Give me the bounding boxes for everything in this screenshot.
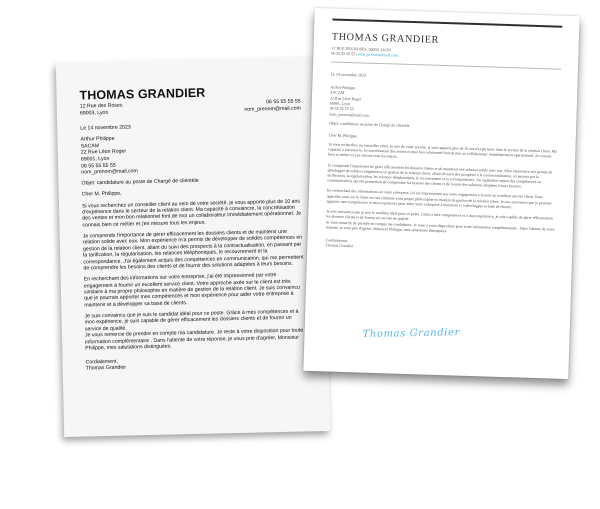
- letter-paragraph: Si vous recherchez un conseiller client au sein de votre société, je vous apporte plus de 10 ans d'expérience dans le secteur de la relation client. Ma capacité à convaincre, la concrétisation des ventes et mon bon relationnel font de moi un collaborateur immédiatement opérationnel. Je connais bien ce métier et j'en mesure tous les enjeux.: [328, 142, 557, 160]
- recipient-line: SACAM: [330, 89, 345, 96]
- sender-address: 12 RUE DES ROSES, 69003, LYON: [331, 45, 392, 53]
- recipient-line: 06 55 55 55 55: [81, 162, 116, 170]
- letter-subject: Objet: candidature au poste de Chargé de clientèle: [81, 178, 199, 187]
- letter-paragraph: Je suis convaincu que je suis le candidat idéal pour ce poste. Grâce à mes compétences et à mon expérience, je suis capable de gérer efficacement les dossiers clients et de fournir un service de qualité. Je vous remercie de prendre en compte ma candidature. Je reste à votre disposition pour toute information complémentaire . Dans l'attente de votre réponse, je vous prie d'agréer, Monsieur Philippe, mes salutations distinguées.: [84, 308, 304, 352]
- letter-salutation: Cher M. Philippe,: [328, 132, 358, 138]
- letter-page-front: [303, 8, 579, 379]
- letter-page-back: [56, 57, 330, 437]
- recipient-line: 22 Rue Léon Roger: [329, 95, 362, 102]
- sender-email: nom_prenom@mail.com: [358, 51, 399, 58]
- letter-paragraph: Je comprends l'importance de gérer efficacement les dossiers clients et de maintenir une relation solide avec eux. Mon expérience m'a permis de développer de solides compétences en gestion de la relation client, allant du suivi des prospects à la contractualisation, en passant par la tarification, la régularisation, les relances téléphoniques, le recouvrement et la correspondance. J'ai également acquis des compétences en communication, qui me permettent de comprendre les besoins des clients et de fournir des solutions adaptées à leurs besoins.: [82, 228, 304, 272]
- recipient-line: 22 Rue Léon Roger: [80, 148, 127, 156]
- letter-closing: Cordialement,: [325, 237, 349, 243]
- recipient-line: Arthur Philippe: [330, 84, 356, 91]
- sender-phone: 06 55 55 55 55: [331, 50, 356, 57]
- recipient-line: 69001, Lyon: [329, 100, 351, 107]
- sender-city: 69003, Lyon: [79, 109, 109, 117]
- letter-closing: Cordialement,: [85, 358, 118, 366]
- letter-date: Le 14 novembre 2023: [80, 124, 131, 132]
- recipient-line: SACAM: [80, 142, 100, 150]
- recipient-line: nom_prenom@mail.com: [81, 168, 138, 176]
- sender-name: THOMAS GRANDIER: [331, 31, 440, 46]
- recipient-block: [329, 84, 560, 124]
- recipient-line: nom_prenom@mail.com: [329, 111, 370, 118]
- recipient-line: 06 55 55 55 55: [329, 105, 354, 112]
- sender-name: THOMAS GRANDIER: [79, 85, 206, 103]
- sender-street: 12 Rue des Roses: [79, 102, 123, 110]
- signature-name: Thomas Grandier: [85, 364, 127, 372]
- recipient-line: 69001, Lyon: [80, 155, 110, 163]
- header-rule: [332, 18, 562, 27]
- letter-paragraph: En recherchant des informations sur votre entreprise, j'ai été impressionné par votre engagement à fournir un excellent service client. Votre approche axée sur le client est très similaire à ma propre philosophie en matière de gestion de la relation client. Je suis convaincu que je pourrais apporter mes compétences et mon expérience pour aider votre entreprise à maintenir et à développer sa base de clients.: [326, 188, 552, 210]
- letter-paragraph: En recherchant des informations sur votre entreprise, j'ai été impressionné par votre engagement à fournir un excellent service client. Votre approche axée sur le client est très similaire à ma propre philosophie en matière de gestion de la relation client. Je suis convaincu que je pourrais apporter mes compétences et mon expérience pour aider votre entreprise à maintenir et à développer sa base de clients.: [83, 272, 301, 309]
- handwritten-signature: Thomas Grandier: [362, 327, 461, 341]
- letter-salutation: Cher M. Philippe,: [81, 191, 122, 198]
- sender-phone: 06 55 55 55 55: [266, 98, 301, 106]
- contact-separator: |: [356, 51, 358, 57]
- letter-subject: Objet: candidature au poste de Chargé de clientèle: [329, 120, 410, 129]
- sender-email: nom_prenom@mail.com: [244, 105, 301, 113]
- signature-name: Thomas Grandier: [325, 242, 354, 249]
- recipient-block: [80, 132, 302, 177]
- letter-paragraph: Je suis convaincu que je suis le candidat idéal pour ce poste. Grâce à mes compétences et à mon expérience, je suis capable de gérer efficacement les dossiers clients et de fournir un service de qualité. Je vous remercie de prendre en compte ma candidature. Je reste à votre disposition pour toute information complémentaire . Dans l'attente de votre réponse, je vous prie d'agréer, Monsieur Philippe, mes salutations distinguées.: [325, 209, 555, 233]
- letter-paragraph: Si vous recherchez un conseiller client au sein de votre société, je vous apporte plus de 10 ans d'expérience dans le secteur de la relation client. Ma capacité à convaincre, la concrétisation des ventes et mon bon relationnel font de moi un collaborateur immédiatement opérationnel. Je connais bien ce métier et j'en mesure tous les enjeux.: [81, 198, 302, 229]
- letter-date: Le 14 novembre 2023: [330, 71, 366, 78]
- letter-paragraph: Je comprends l'importance de gérer efficacement les dossiers clients et de maintenir une relation solide avec eux. Mon expérience m'a permis de développer de solides compétences en gestion de la relation client, allant du suivi des prospects à la contractualisation, en passant par la tarification, la régularisation, les relances téléphoniques, le recouvrement et la correspondance. J'ai également acquis des compétences en communication, qui me permettent de comprendre les besoins des clients et de fournir des solutions adaptées à leurs besoins.: [327, 163, 553, 189]
- recipient-line: Arthur Philippe: [80, 136, 115, 143]
